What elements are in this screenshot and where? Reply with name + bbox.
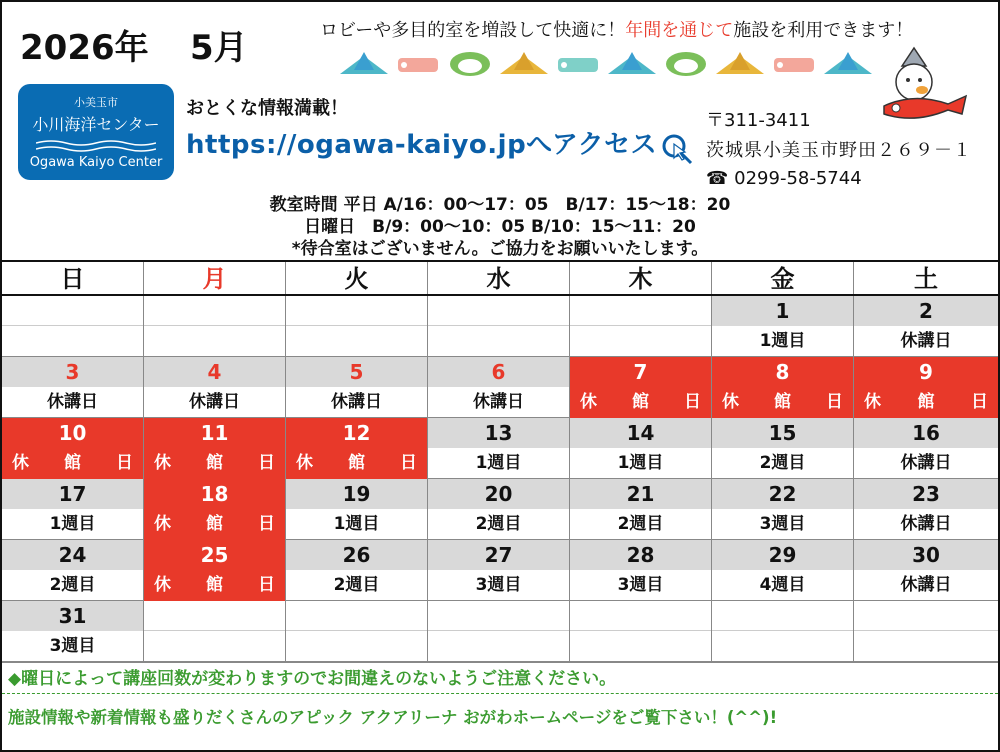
day-cell (286, 479, 428, 539)
day-cell (2, 357, 144, 417)
day-number: 4 (144, 357, 285, 387)
day-number: 11 (144, 418, 285, 448)
day-status-label: 休講日 (900, 575, 952, 595)
day-cell (144, 357, 286, 417)
empty-day-cell (286, 296, 428, 356)
closed-label-char: 日 (971, 392, 988, 412)
day-number (428, 296, 569, 326)
postal-code: 〒311-3411 (706, 110, 811, 131)
kashiwa-mochi-icon (666, 52, 706, 76)
day-cell (428, 418, 570, 478)
footer-homepage-notice: 施設情報や新着情報も盛りだくさんのアピック アクアリーナ おがわホームページをご覧下さい！(^^)! (8, 708, 778, 727)
day-number (144, 296, 285, 326)
day-status-label: 3週目 (475, 575, 522, 595)
bunting-decoration (340, 48, 880, 80)
day-status-label (144, 326, 285, 357)
year-label: 2026年 (20, 28, 149, 68)
day-status-label (428, 631, 569, 662)
day-number: 8 (712, 357, 853, 387)
notice-highlight: 年間を通じて (625, 20, 734, 41)
weekday-sat: 土 (914, 265, 938, 293)
day-status-label (144, 448, 285, 479)
day-number: 27 (428, 540, 569, 570)
day-cell (2, 479, 144, 539)
day-number: 30 (854, 540, 998, 570)
empty-day-cell (286, 601, 428, 661)
day-number (2, 296, 143, 326)
closed-label-char: 日 (684, 392, 701, 412)
day-cell (854, 479, 998, 539)
empty-day-cell (144, 296, 286, 356)
day-number: 25 (144, 540, 285, 570)
day-number: 9 (854, 357, 998, 387)
kabuto-helmet-icon (340, 52, 388, 74)
day-cell (428, 540, 570, 600)
kabuto-helmet-icon (824, 52, 872, 74)
closed-label-char: 休 (296, 453, 313, 473)
day-status-label: 1週目 (333, 514, 380, 534)
center-logo[interactable] (18, 84, 174, 180)
closed-label-char: 館 (206, 514, 223, 534)
day-status-label (286, 448, 427, 479)
calendar-week-row (2, 418, 998, 479)
day-status-label (144, 631, 285, 662)
day-number: 10 (2, 418, 143, 448)
day-cell (2, 540, 144, 600)
day-cell (570, 418, 712, 478)
day-status-label: 2週目 (759, 453, 806, 473)
day-number: 29 (712, 540, 853, 570)
day-number: 3 (2, 357, 143, 387)
day-cell (570, 540, 712, 600)
day-cell (428, 357, 570, 417)
day-status-label (570, 326, 711, 357)
day-number: 18 (144, 479, 285, 509)
day-number (712, 601, 853, 631)
calendar-week-row (2, 601, 998, 662)
empty-day-cell (570, 601, 712, 661)
logo-name: 小川海洋センター (32, 115, 160, 134)
closed-label-char: 館 (632, 392, 649, 412)
schedule-weekday: 教室時間 平日 A/16：00～17：05 B/17：15～18：20 (269, 195, 731, 215)
day-status-label (570, 387, 711, 418)
schedule-sunday: 日曜日 B/9：00～10：05 B/10：15～11：20 (304, 217, 696, 237)
koinobori-carp-icon (774, 58, 814, 72)
info-label: おとくな情報満載！ (186, 98, 348, 119)
kabuto-helmet-icon (500, 52, 548, 74)
day-status-label: 休講日 (189, 392, 240, 412)
weekday-mon: 月 (144, 262, 286, 294)
day-number: 1 (712, 296, 853, 326)
day-status-label: 休講日 (900, 514, 952, 534)
closed-label-char: 休 (154, 514, 171, 534)
closed-label-char: 館 (64, 453, 81, 473)
day-cell (144, 540, 286, 600)
weekday-fri: 金 (712, 262, 854, 294)
closed-label-char: 休 (580, 392, 597, 412)
closed-label-char: 館 (348, 453, 365, 473)
day-number: 24 (2, 540, 143, 570)
day-cell (570, 479, 712, 539)
day-status-label: 休講日 (331, 392, 382, 412)
day-cell (712, 479, 854, 539)
mascot-icon (874, 44, 974, 134)
day-number: 16 (854, 418, 998, 448)
day-number: 20 (428, 479, 569, 509)
day-status-label (2, 326, 143, 357)
day-status-label: 4週目 (759, 575, 806, 595)
day-cell (712, 540, 854, 600)
day-cell (286, 540, 428, 600)
footer-notice: ◆曜日によって講座回数が変わりますのでお間違えのないようご注意ください。 (2, 662, 998, 694)
day-number: 15 (712, 418, 853, 448)
day-status-label: 2週目 (49, 575, 96, 595)
closed-label-char: 休 (12, 453, 29, 473)
closed-label-char: 日 (826, 392, 843, 412)
closed-label-char: 日 (116, 453, 133, 473)
empty-day-cell (144, 601, 286, 661)
facility-notice (320, 16, 913, 42)
day-cell (712, 357, 854, 417)
day-cell (854, 296, 998, 356)
empty-day-cell (428, 601, 570, 661)
day-status-label (712, 387, 853, 418)
day-status-label: 3週目 (49, 636, 96, 656)
day-number: 26 (286, 540, 427, 570)
weekday-thu: 木 (570, 262, 712, 294)
closed-label-char: 館 (917, 392, 935, 412)
day-status-label (854, 387, 998, 418)
kabuto-helmet-icon (716, 52, 764, 74)
day-number: 5 (286, 357, 427, 387)
day-number: 13 (428, 418, 569, 448)
day-number: 22 (712, 479, 853, 509)
day-cell (854, 357, 998, 417)
day-cell (854, 540, 998, 600)
search-cursor-icon (660, 132, 694, 166)
closed-label-char: 休 (722, 392, 739, 412)
weekday-header-row (2, 262, 998, 296)
day-number: 17 (2, 479, 143, 509)
calendar-week-row (2, 296, 998, 357)
day-number (854, 601, 998, 631)
website-link[interactable]: https://ogawa-kaiyo.jpへアクセス (186, 130, 658, 160)
day-status-label (144, 570, 285, 601)
day-cell (144, 418, 286, 478)
closed-label-char: 館 (774, 392, 791, 412)
day-number: 23 (854, 479, 998, 509)
calendar-grid (2, 260, 998, 662)
weekday-sun: 日 (2, 262, 144, 294)
logo-city: 小美玉市 (74, 96, 118, 109)
closed-label-char: 日 (258, 575, 275, 595)
kabuto-helmet-icon (608, 52, 656, 74)
day-number: 2 (854, 296, 998, 326)
day-number: 12 (286, 418, 427, 448)
day-status-label (854, 631, 998, 662)
day-number (570, 601, 711, 631)
closed-label-char: 日 (258, 453, 275, 473)
day-cell (712, 418, 854, 478)
day-cell (428, 479, 570, 539)
day-number (428, 601, 569, 631)
closed-label-char: 日 (400, 453, 417, 473)
closed-label-char: 休 (864, 392, 881, 412)
koinobori-carp-icon (558, 58, 598, 72)
kashiwa-mochi-icon (450, 52, 490, 76)
empty-day-cell (428, 296, 570, 356)
day-cell (2, 418, 144, 478)
day-number: 6 (428, 357, 569, 387)
day-status-label: 1週目 (617, 453, 664, 473)
day-status-label (286, 631, 427, 662)
calendar-week-row (2, 357, 998, 418)
day-number: 7 (570, 357, 711, 387)
day-status-label: 2週目 (333, 575, 380, 595)
closed-label-char: 休 (154, 575, 171, 595)
day-status-label: 1週目 (49, 514, 96, 534)
empty-day-cell (854, 601, 998, 661)
day-cell (570, 357, 712, 417)
day-status-label: 3週目 (759, 514, 806, 534)
empty-day-cell (2, 296, 144, 356)
day-status-label: 3週目 (617, 575, 664, 595)
empty-day-cell (712, 601, 854, 661)
day-status-label (712, 631, 853, 662)
day-status-label: 1週目 (475, 453, 522, 473)
day-number (286, 601, 427, 631)
header (2, 2, 998, 260)
day-status-label: 休講日 (47, 392, 98, 412)
day-number (286, 296, 427, 326)
day-status-label (2, 448, 143, 479)
closed-label-char: 日 (258, 514, 275, 534)
closed-label-char: 館 (206, 575, 223, 595)
phone-number: ☎ 0299-58-5744 (706, 168, 862, 189)
wave-icon (36, 139, 156, 153)
day-number (570, 296, 711, 326)
day-status-label (570, 631, 711, 662)
day-cell (854, 418, 998, 478)
empty-day-cell (570, 296, 712, 356)
day-number: 19 (286, 479, 427, 509)
day-status-label: 2週目 (617, 514, 664, 534)
notice-prefix: ロビーや多目的室を増設して快適に！ (320, 20, 626, 41)
day-cell (712, 296, 854, 356)
weekday-tue: 火 (286, 262, 428, 294)
calendar-week-row (2, 479, 998, 540)
closed-label-char: 休 (154, 453, 171, 473)
day-cell (2, 601, 144, 661)
day-cell (144, 479, 286, 539)
day-status-label: 2週目 (475, 514, 522, 534)
calendar-weeks (2, 296, 998, 662)
day-cell (286, 357, 428, 417)
calendar-week-row (2, 540, 998, 601)
day-number (144, 601, 285, 631)
day-number: 31 (2, 601, 143, 631)
koinobori-carp-icon (398, 58, 438, 72)
closed-label-char: 館 (206, 453, 223, 473)
day-status-label (144, 509, 285, 540)
day-cell (286, 418, 428, 478)
day-status-label: 休講日 (900, 331, 952, 351)
day-status-label: 休講日 (900, 453, 952, 473)
month-label: 5月 (190, 28, 248, 68)
day-status-label: 1週目 (759, 331, 806, 351)
day-status-label (428, 326, 569, 357)
logo-english: Ogawa Kaiyo Center (29, 155, 163, 170)
day-number: 14 (570, 418, 711, 448)
day-number: 28 (570, 540, 711, 570)
waiting-room-notice: *待合室はございません。ご協力をお願いいたします。 (291, 239, 709, 259)
day-status-label (286, 326, 427, 357)
day-number: 21 (570, 479, 711, 509)
notice-suffix: 施設を利用できます！ (733, 20, 914, 41)
weekday-wed: 水 (428, 262, 570, 294)
day-status-label: 休講日 (473, 392, 524, 412)
address: 茨城県小美玉市野田２６９－１ (706, 140, 972, 161)
